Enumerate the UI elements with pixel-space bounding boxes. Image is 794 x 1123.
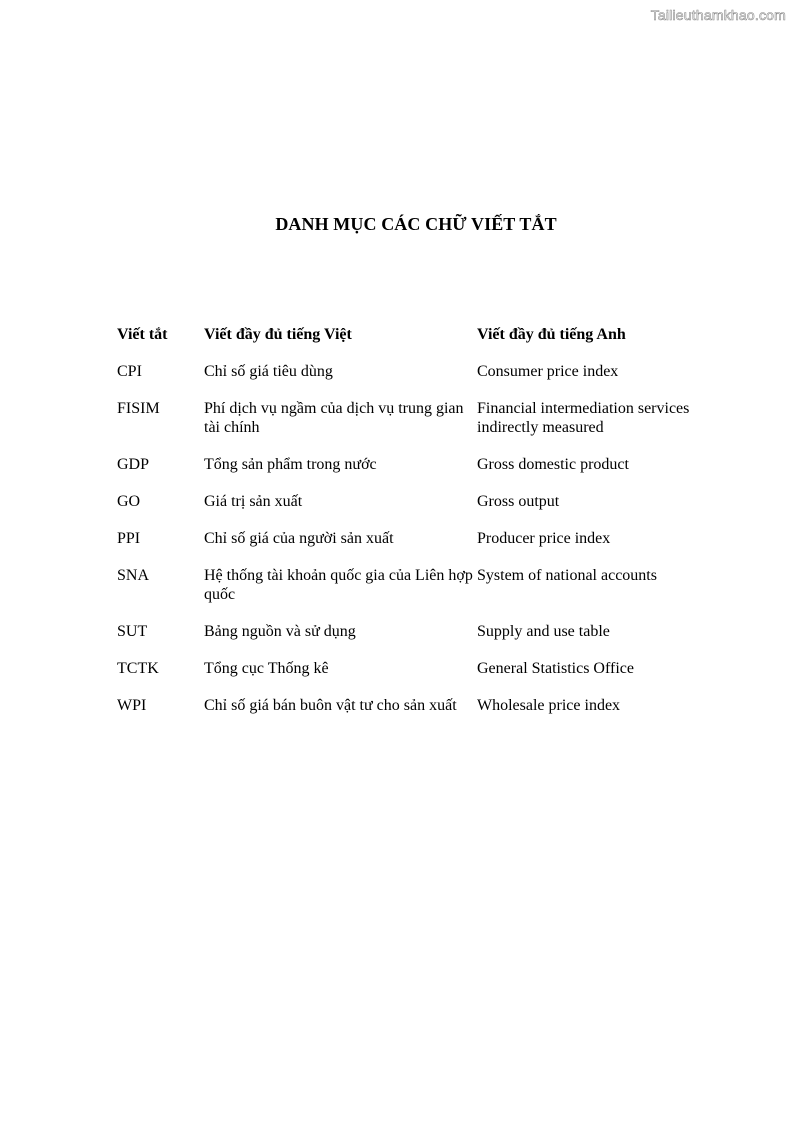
header-abbreviation: Viết tắt bbox=[117, 326, 168, 343]
abbreviation-cell: CPI bbox=[117, 363, 142, 380]
vietnamese-cell: Bảng nguồn và sử dụng bbox=[204, 623, 356, 640]
table-row bbox=[117, 659, 717, 696]
vietnamese-cell: Hệ thống tài khoản quốc gia của Liên hợp quốc bbox=[204, 567, 473, 603]
vietnamese-cell: Chỉ số giá tiêu dùng bbox=[204, 363, 333, 380]
abbreviation-cell: GDP bbox=[117, 456, 150, 473]
abbreviation-cell: PPI bbox=[117, 530, 141, 547]
abbreviation-cell: SUT bbox=[117, 623, 148, 640]
english-cell: Producer price index bbox=[477, 530, 611, 547]
table-row bbox=[117, 622, 717, 659]
table-row bbox=[117, 362, 717, 399]
english-cell: Gross domestic product bbox=[477, 456, 629, 473]
table-row bbox=[117, 529, 717, 566]
english-cell: Financial intermediation services indirectly measured bbox=[477, 400, 690, 436]
header-vietnamese: Viết đầy đủ tiếng Việt bbox=[204, 326, 352, 343]
english-cell: Wholesale price index bbox=[477, 697, 621, 714]
english-cell: Consumer price index bbox=[477, 363, 619, 380]
abbreviation-cell: TCTK bbox=[117, 660, 159, 677]
abbreviation-cell: SNA bbox=[117, 567, 150, 584]
header-english: Viết đầy đủ tiếng Anh bbox=[477, 326, 626, 343]
page-title: DANH MỤC CÁC CHỮ VIẾT TẮT bbox=[275, 214, 557, 234]
english-cell: Supply and use table bbox=[477, 623, 610, 640]
watermark-text: Tailieuthamkhao.com bbox=[650, 7, 786, 23]
vietnamese-cell: Giá trị sản xuất bbox=[204, 493, 303, 510]
table-row bbox=[117, 399, 717, 455]
abbreviation-cell: GO bbox=[117, 493, 141, 510]
english-cell: General Statistics Office bbox=[477, 660, 634, 677]
vietnamese-cell: Chỉ số giá của người sản xuất bbox=[204, 530, 394, 547]
table-row bbox=[117, 455, 717, 492]
abbreviation-cell: WPI bbox=[117, 697, 147, 714]
table-row bbox=[117, 492, 717, 529]
table-header-row bbox=[117, 322, 717, 362]
vietnamese-cell: Tổng sản phẩm trong nước bbox=[204, 456, 377, 473]
vietnamese-cell: Tổng cục Thống kê bbox=[204, 660, 329, 677]
vietnamese-cell: Chỉ số giá bán buôn vật tư cho sản xuất bbox=[204, 697, 457, 714]
vietnamese-cell: Phí dịch vụ ngầm của dịch vụ trung gian tài chính bbox=[204, 400, 464, 436]
abbreviation-cell: FISIM bbox=[117, 400, 160, 417]
english-cell: System of national accounts bbox=[477, 567, 657, 584]
english-cell: Gross output bbox=[477, 493, 560, 510]
table-row bbox=[117, 566, 717, 622]
abbreviation-table bbox=[117, 322, 717, 733]
table-row bbox=[117, 696, 717, 733]
